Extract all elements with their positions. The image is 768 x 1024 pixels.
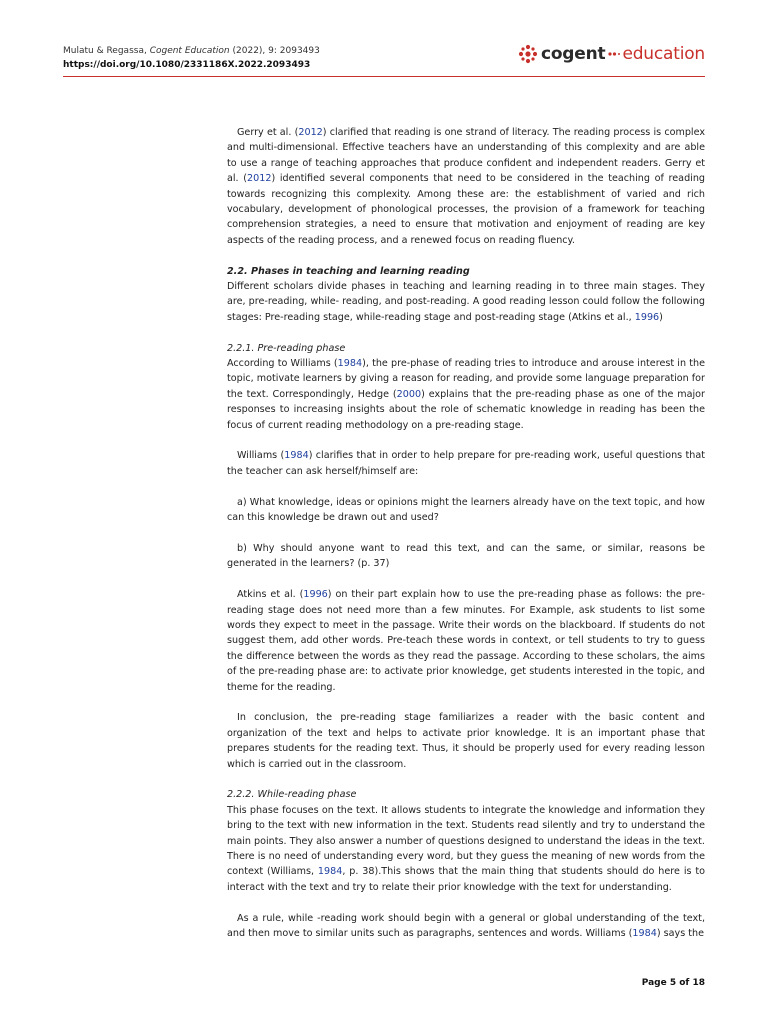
paragraph-text: ) identified several components that need to be considered in the teaching of reading towards recognizing this complexity. Among these are: the establishment of varied and rich vocabulary, development of phonological processes, the provision of a framework for teaching comprehension strategies, a need to ensure that motivation and enjoyment of reading are key aspects of the reading process, and a renewed focus on reading fluency. bbox=[227, 173, 705, 246]
paragraph-text: Atkins et al. ( bbox=[237, 589, 304, 601]
paragraph bbox=[227, 911, 705, 942]
journal-name: Cogent Education bbox=[149, 46, 230, 56]
page-header bbox=[63, 44, 705, 78]
paragraph: In conclusion, the pre-reading stage familiarizes a reader with the basic content and organization of the text and helps to activate prior knowledge. It is an important phase that prepares students for the reading text. Thus, it should be properly used for every reading lesson which is carried out in the classroom. bbox=[227, 712, 705, 770]
article-citation bbox=[63, 44, 320, 72]
section-heading: 2.2. Phases in teaching and learning reading bbox=[227, 265, 470, 277]
doi-link[interactable]: https://doi.org/10.1080/2331186X.2022.2093493 bbox=[63, 60, 311, 70]
paragraph-text: ) bbox=[659, 311, 663, 323]
paragraph bbox=[227, 803, 705, 895]
reference-link[interactable]: 1996 bbox=[303, 589, 328, 601]
logo-wordmark-cogent: cogent bbox=[540, 44, 606, 64]
paragraph-text: As a rule, while -reading work should begin with a general or global understanding of the text, and then move to similar units such as paragraphs, sentences and words. Williams ( bbox=[227, 912, 705, 939]
paragraph-text: Gerry et al. ( bbox=[237, 127, 299, 138]
paragraph-text: , p. 38).This shows that the main thing that students should do here is to interact with the text and try to relate their prior knowledge with the text for understanding. bbox=[227, 866, 705, 893]
reference-link[interactable]: 2012 bbox=[247, 173, 272, 185]
paragraph bbox=[227, 587, 705, 695]
cogent-education-logo bbox=[518, 44, 705, 64]
paragraph bbox=[227, 125, 705, 248]
paragraph bbox=[227, 356, 705, 433]
reference-link[interactable]: 1984 bbox=[284, 450, 309, 462]
paragraph-text: Different scholars divide phases in teaching and learning reading in to three main stages. They are, pre-reading, while- reading, and post-reading. A good reading lesson could follow the following stages: Pre-reading stage, while-reading stage and post-reading stage (Atkins et al., bbox=[227, 281, 705, 323]
reference-link[interactable]: 1996 bbox=[634, 311, 660, 323]
reference-link[interactable]: 1984 bbox=[632, 927, 657, 939]
header-divider bbox=[63, 76, 705, 77]
paragraph bbox=[227, 448, 705, 479]
paragraph bbox=[227, 279, 705, 325]
citation-authors: Mulatu & Regassa, bbox=[63, 46, 150, 56]
paragraph-text: ) says the bbox=[656, 927, 704, 939]
logo-dots-icon bbox=[608, 50, 620, 58]
paragraph-text: ) clarified that reading is one strand of literacy. The reading process is complex and multi-dimensional. Effective teachers have an understanding of this complexity and are able to use a range of teaching approaches that produce confident and independent readers. Gerry et al. ( bbox=[227, 127, 705, 185]
cogent-logo-icon bbox=[518, 44, 538, 64]
reference-link[interactable]: 1984 bbox=[317, 866, 343, 878]
article-body bbox=[227, 125, 705, 941]
paragraph-text: According to Williams ( bbox=[227, 358, 338, 370]
paragraph-text: ), the pre-phase of reading tries to introduce and arouse interest in the topic, motivate learners by giving a reason for reading, and provide some language preparation for the text. Correspondingly, Hedge ( bbox=[227, 358, 705, 400]
citation-line bbox=[63, 44, 320, 58]
subsection-heading: 2.2.2. While-reading phase bbox=[227, 789, 357, 801]
paragraph-text: ) clarifies that in order to help prepare for pre-reading work, useful questions that the teacher can ask herself/himself are: bbox=[227, 450, 706, 477]
reference-link[interactable]: 2012 bbox=[298, 127, 323, 138]
question-item: a) What knowledge, ideas or opinions might the learners already have on the text topic, and how can this knowledge be drawn out and used? bbox=[227, 496, 705, 524]
question-item: b) Why should anyone want to read this text, and can the same, or similar, reasons be generated in the learners? (p. 37) bbox=[227, 542, 705, 570]
paragraph-text: ) on their part explain how to use the pre-reading phase as follows: the pre-reading stage does not need more than a few minutes. For Example, ask students to list some words they expect to meet in the passage. Write their words on the blackboard. If students do not suggest them, add other words. Pre-teach these words in context, or tell students to try to guess the difference between the words as they read the passage. According to these scholars, the aims of the pre-reading phase are: to activate prior knowledge, get students interested in the topic, and theme for the reading. bbox=[227, 589, 705, 693]
subsection-heading: 2.2.1. Pre-reading phase bbox=[227, 342, 346, 354]
paragraph-text: Williams ( bbox=[237, 450, 285, 462]
paragraph-text: ) explains that the pre-reading phase as one of the major responses to increasing insights about the role of schematic knowledge in reading has been the focus of current reading methodology on a pre-reading stage. bbox=[227, 388, 705, 431]
reference-link[interactable]: 1984 bbox=[337, 358, 363, 370]
citation-volume: (2022), 9: 2093493 bbox=[229, 46, 320, 56]
page-number: Page 5 of 18 bbox=[641, 978, 705, 988]
paragraph-text: This phase focuses on the text. It allows students to integrate the knowledge and information they bring to the text with new information in the text. Students read silently and try to understand the main points. They also answer a number of questions designed to understand the ideas in the text. There is no need of understanding every word, but they guess the meaning of new words from the context (Williams, bbox=[227, 804, 705, 878]
reference-link[interactable]: 2000 bbox=[396, 388, 422, 400]
logo-wordmark-education: education bbox=[622, 44, 705, 64]
